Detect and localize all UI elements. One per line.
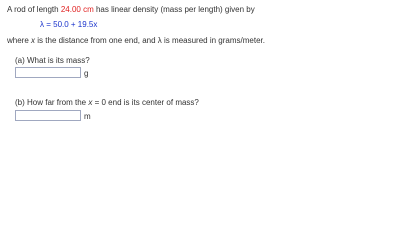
part-a-question-text: (a) What is its mass? <box>15 56 90 65</box>
part-b-answer-input[interactable] <box>15 110 81 121</box>
density-formula <box>40 19 97 30</box>
intro-suffix: has linear density (mass per length) given by <box>95 5 255 14</box>
problem-where <box>7 35 265 46</box>
formula-text: λ = 50.0 + 19.5x <box>40 20 98 29</box>
intro-prefix: A rod of length <box>7 5 59 14</box>
part-b-question-prefix: (b) How far from the <box>15 98 87 107</box>
part-a-question <box>15 55 90 66</box>
where-prefix: where <box>7 36 29 45</box>
part-b-question-suffix: = 0 end is its center of mass? <box>94 98 199 107</box>
part-a-answer-input[interactable] <box>15 67 81 78</box>
part-b-unit: m <box>84 112 91 121</box>
problem-intro <box>7 4 255 15</box>
where-suffix: is measured in grams/meter. <box>164 36 265 45</box>
part-b-question-var: x <box>88 98 93 107</box>
part-a-unit: g <box>84 69 89 78</box>
rod-length-value: 24.00 cm <box>60 5 94 14</box>
where-var: x <box>31 36 36 45</box>
where-lambda: λ <box>157 36 162 45</box>
where-mid: is the distance from one end, and <box>37 36 156 45</box>
part-b-question <box>15 97 199 108</box>
